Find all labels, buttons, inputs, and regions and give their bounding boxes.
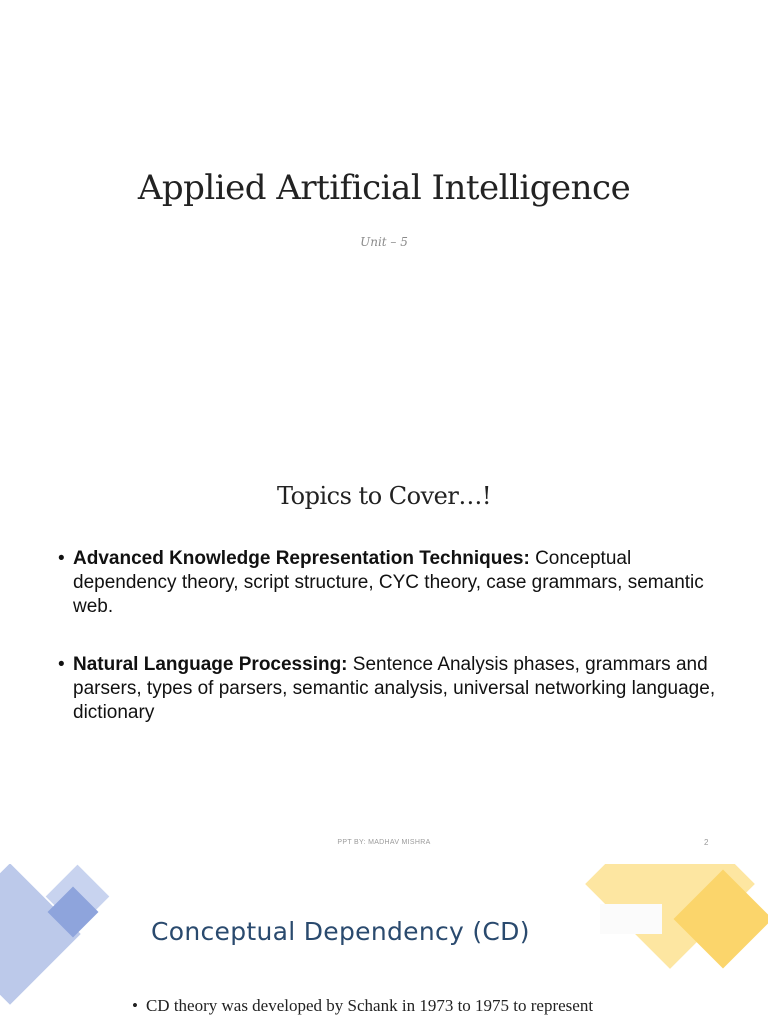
slide-2-title: Topics to Cover…! — [277, 482, 491, 510]
bullet-icon: • — [132, 996, 138, 1015]
list-item — [58, 547, 718, 619]
bullet-text: CD theory was developed by Schank in 1973 to 1975 to represent — [145, 996, 594, 1015]
slide-conceptual-dependency — [0, 864, 768, 1024]
topics-list — [58, 547, 718, 759]
slide-3-title: Conceptual Dependency (CD) — [151, 917, 530, 946]
slide-title — [0, 0, 768, 432]
bullet-text: Sentence Analysis phases, grammars and parsers, types of parsers, semantic analysis, universal networking language, dictionary — [73, 654, 716, 723]
bullet-heading: Natural Language Processing: — [73, 654, 348, 675]
slide-1-subtitle: Unit – 5 — [360, 235, 408, 249]
page-number: 2 — [704, 838, 709, 847]
slide-topics — [0, 432, 768, 864]
slide-footer: PPT BY: MADHAV MISHRA — [337, 839, 431, 846]
bullet-heading: Advanced Knowledge Representation Techniques: — [73, 548, 530, 569]
list-item — [58, 653, 718, 725]
bullet-icon: • — [58, 654, 65, 675]
bullet-icon: • — [58, 548, 65, 569]
decorative-tag — [600, 904, 662, 934]
bullet-text: Conceptual dependency theory, script structure, CYC theory, case grammars, semantic web. — [73, 548, 704, 617]
slide-1-title: Applied Artificial Intelligence — [137, 168, 631, 208]
list-item — [132, 996, 593, 1016]
